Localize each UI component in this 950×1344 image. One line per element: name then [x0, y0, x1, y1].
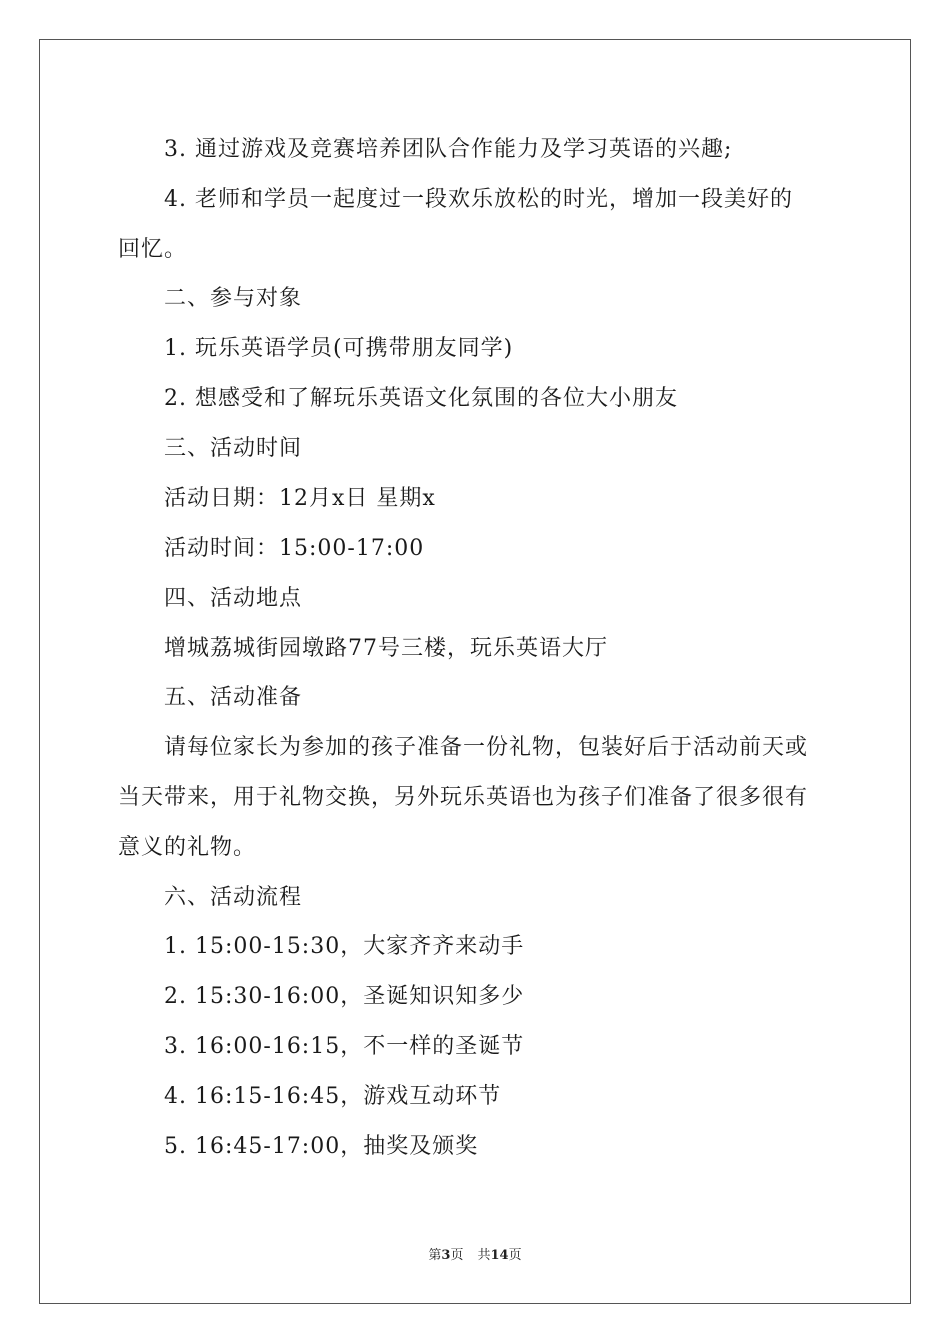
schedule-item-3: 3. 16:00-16:15，不一样的圣诞节 — [164, 1034, 525, 1059]
footer-total-prefix: 共 — [477, 1248, 491, 1263]
text-line-preparation-1: 请每位家长为参加的孩子准备一份礼物，包装好后于活动前天或 — [164, 735, 809, 760]
text-line-goal-4: 4. 老师和学员一起度过一段欢乐放松的时光，增加一段美好的 — [164, 187, 793, 212]
schedule-item-1: 1. 15:00-15:30，大家齐齐来动手 — [164, 934, 525, 959]
text-line-goal-3: 3. 通过游戏及竞赛培养团队合作能力及学习英语的兴趣; — [164, 137, 733, 162]
page-frame — [39, 39, 911, 1304]
text-line-preparation-2: 当天带来，用于礼物交换，另外玩乐英语也为孩子们准备了很多很有 — [118, 785, 809, 810]
section-heading-location: 四、活动地点 — [164, 586, 303, 611]
schedule-item-5: 5. 16:45-17:00，抽奖及颁奖 — [164, 1134, 479, 1159]
footer-total-number: 14 — [490, 1248, 509, 1263]
footer-total-suffix: 页 — [508, 1248, 522, 1263]
footer-page-number: 3 — [441, 1248, 451, 1263]
text-line-address: 增城荔城街园墩路77号三楼，玩乐英语大厅 — [164, 636, 608, 661]
schedule-item-2: 2. 15:30-16:00，圣诞知识知多少 — [164, 984, 525, 1009]
text-line-participant-1: 1. 玩乐英语学员(可携带朋友同学) — [164, 336, 514, 361]
section-heading-preparation: 五、活动准备 — [164, 685, 303, 710]
section-heading-participants: 二、参与对象 — [164, 286, 303, 311]
text-line-goal-4-cont: 回忆。 — [118, 237, 188, 262]
text-line-time: 活动时间：15:00-17:00 — [164, 536, 425, 561]
footer-page-prefix: 第 — [428, 1248, 442, 1263]
footer-page-suffix: 页 — [450, 1248, 464, 1263]
schedule-item-4: 4. 16:15-16:45，游戏互动环节 — [164, 1084, 502, 1109]
section-heading-schedule: 六、活动流程 — [164, 885, 303, 910]
text-line-preparation-3: 意义的礼物。 — [118, 835, 257, 860]
text-line-participant-2: 2. 想感受和了解玩乐英语文化氛围的各位大小朋友 — [164, 386, 678, 411]
text-line-date: 活动日期：12月x日 星期x — [164, 486, 436, 511]
section-heading-time: 三、活动时间 — [164, 436, 303, 461]
page-footer — [0, 1247, 950, 1265]
